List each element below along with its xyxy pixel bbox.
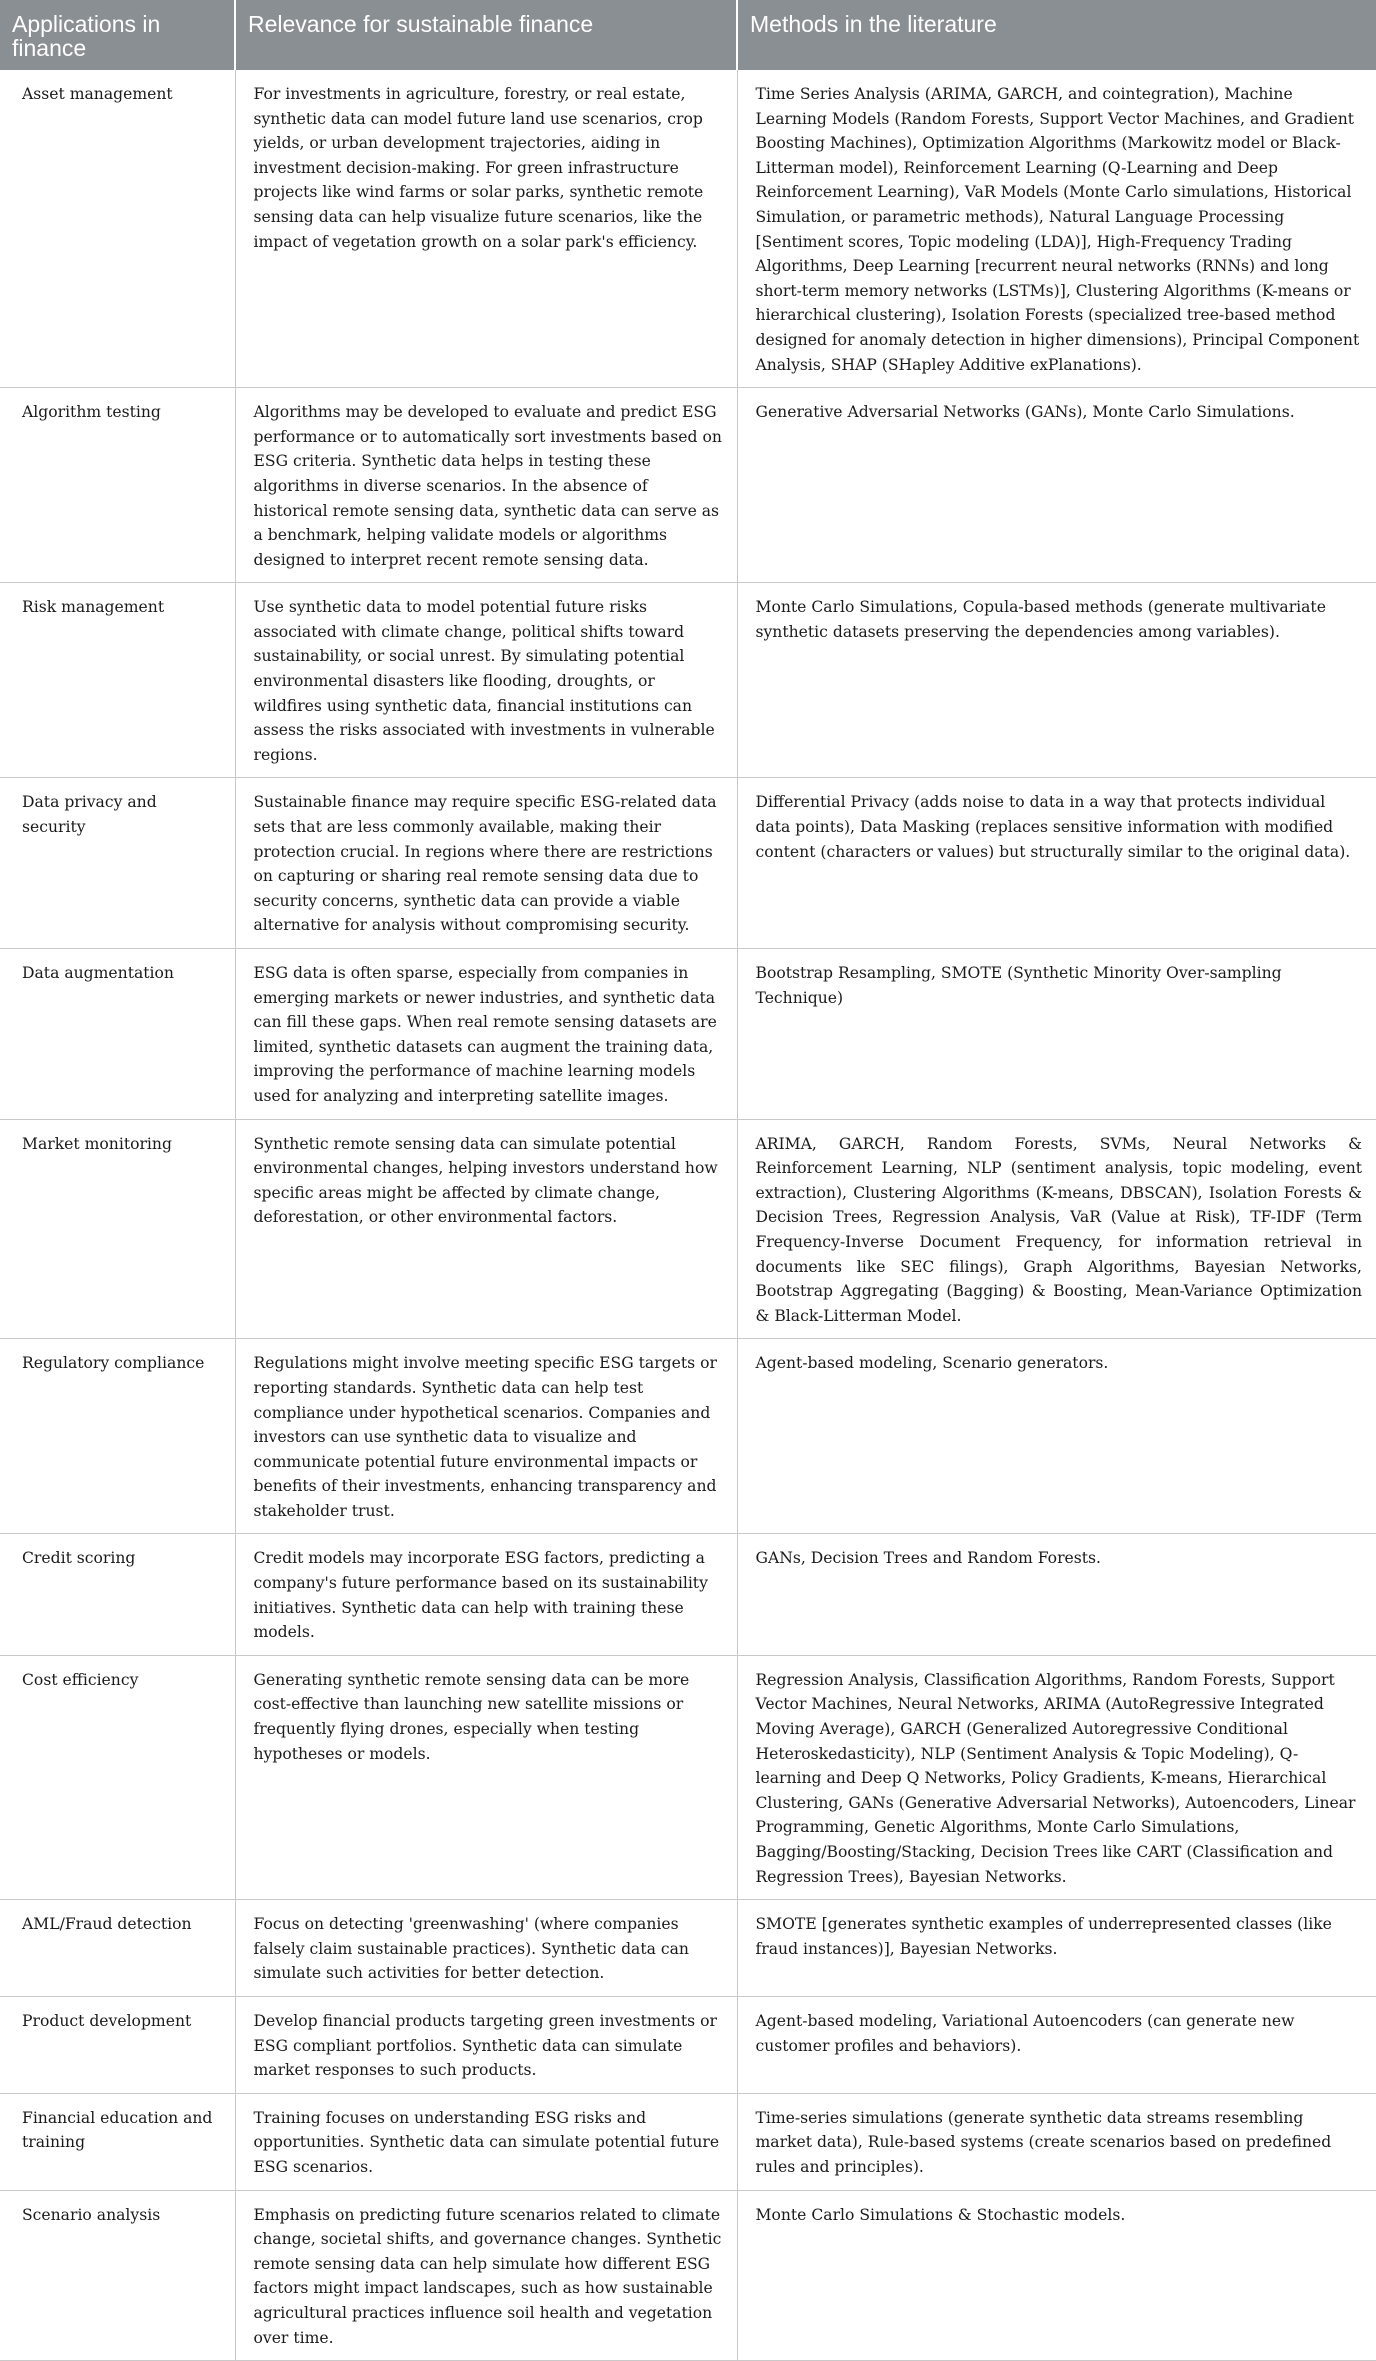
relevance-cell: Use synthetic data to model potential future risks associated with climate change, political shifts toward sustainability, or social unrest. By simulating potential environmental disasters like flooding, droughts, or wildfires using synthetic data, financial institutions can assess the risks associated with investments in vulnerable regions. bbox=[235, 583, 737, 778]
table-row bbox=[0, 778, 1376, 949]
application-cell: Credit scoring bbox=[0, 1534, 235, 1655]
relevance-cell: Emphasis on predicting future scenarios related to climate change, societal shifts, and governance changes. Synthetic remote sensing data can help simulate how different ESG factors might impact landscapes, such as how sustainable agricultural practices influence soil health and vegetation over time. bbox=[235, 2190, 737, 2361]
application-cell: Regulatory compliance bbox=[0, 1339, 235, 1534]
methods-cell: ARIMA, GARCH, Random Forests, SVMs, Neural Networks & Reinforcement Learning, NLP (sentiment analysis, topic modeling, event extraction), Clustering Algorithms (K-means, DBSCAN), Isolation Forests & Decision Trees, Regression Analysis, VaR (Value at Risk), TF-IDF (Term Frequency-Inverse Document Frequency, for information retrieval in documents like SEC filings), Graph Algorithms, Bayesian Networks, Bootstrap Aggregating (Bagging) & Boosting, Mean-Variance Optimization & Black-Litterman Model. bbox=[737, 1119, 1376, 1339]
relevance-cell: Develop financial products targeting green investments or ESG compliant portfolios. Synthetic data can simulate market responses to such products. bbox=[235, 1996, 737, 2093]
header-row bbox=[0, 0, 1376, 70]
methods-cell: Generative Adversarial Networks (GANs), Monte Carlo Simulations. bbox=[737, 388, 1376, 583]
methods-cell: SMOTE [generates synthetic examples of underrepresented classes (like fraud instances)], Bayesian Networks. bbox=[737, 1900, 1376, 1997]
methods-cell: GANs, Decision Trees and Random Forests. bbox=[737, 1534, 1376, 1655]
methods-cell: Differential Privacy (adds noise to data in a way that protects individual data points), Data Masking (replaces sensitive information with modified content (characters or values) but structurally similar to the original data). bbox=[737, 778, 1376, 949]
application-cell: Financial education and training bbox=[0, 2093, 235, 2190]
relevance-cell: Generating synthetic remote sensing data can be more cost-effective than launching new satellite missions or frequently flying drones, especially when testing hypotheses or models. bbox=[235, 1655, 737, 1899]
relevance-cell: Credit models may incorporate ESG factors, predicting a company's future performance based on its sustainability initiatives. Synthetic data can help with training these models. bbox=[235, 1534, 737, 1655]
table-row bbox=[0, 388, 1376, 583]
table-row bbox=[0, 1119, 1376, 1339]
relevance-cell: Algorithms may be developed to evaluate and predict ESG performance or to automatically sort investments based on ESG criteria. Synthetic data helps in testing these algorithms in diverse scenarios. In the absence of historical remote sensing data, synthetic data can serve as a benchmark, helping validate models or algorithms designed to interpret recent remote sensing data. bbox=[235, 388, 737, 583]
application-cell: Data privacy and security bbox=[0, 778, 235, 949]
table-row bbox=[0, 2190, 1376, 2361]
header-relevance: Relevance for sustainable finance bbox=[235, 0, 737, 70]
relevance-cell: Focus on detecting 'greenwashing' (where companies falsely claim sustainable practices). Synthetic data can simulate such activities for better detection. bbox=[235, 1900, 737, 1997]
table-row bbox=[0, 1534, 1376, 1655]
header-applications: Applications in finance bbox=[0, 0, 235, 70]
relevance-cell: Regulations might involve meeting specific ESG targets or reporting standards. Synthetic data can help test compliance under hypothetical scenarios. Companies and investors can use synthetic data to visualize and communicate potential future environmental impacts or benefits of their investments, enhancing transparency and stakeholder trust. bbox=[235, 1339, 737, 1534]
methods-cell: Regression Analysis, Classification Algorithms, Random Forests, Support Vector Machines, Neural Networks, ARIMA (AutoRegressive Integrated Moving Average), GARCH (Generalized Autoregressive Conditional Heteroskedasticity), NLP (Sentiment Analysis & Topic Modeling), Q-learning and Deep Q Networks, Policy Gradients, K-means, Hierarchical Clustering, GANs (Generative Adversarial Networks), Autoencoders, Linear Programming, Genetic Algorithms, Monte Carlo Simulations, Bagging/Boosting/Stacking, Decision Trees like CART (Classification and Regression Trees), Bayesian Networks. bbox=[737, 1655, 1376, 1899]
relevance-cell: Synthetic remote sensing data can simulate potential environmental changes, helping investors understand how specific areas might be affected by climate change, deforestation, or other environmental factors. bbox=[235, 1119, 737, 1339]
table-row bbox=[0, 2093, 1376, 2190]
relevance-cell: For investments in agriculture, forestry, or real estate, synthetic data can model future land use scenarios, crop yields, or urban development trajectories, aiding in investment decision-making. For green infrastructure projects like wind farms or solar parks, synthetic remote sensing data can help visualize future scenarios, like the impact of vegetation growth on a solar park's efficiency. bbox=[235, 70, 737, 388]
relevance-cell: ESG data is often sparse, especially from companies in emerging markets or newer industries, and synthetic data can fill these gaps. When real remote sensing datasets are limited, synthetic datasets can augment the training data, improving the performance of machine learning models used for analyzing and interpreting satellite images. bbox=[235, 949, 737, 1120]
table-row bbox=[0, 583, 1376, 778]
application-cell: Scenario analysis bbox=[0, 2190, 235, 2361]
application-cell: Risk management bbox=[0, 583, 235, 778]
application-cell: Market monitoring bbox=[0, 1119, 235, 1339]
application-cell: Data augmentation bbox=[0, 949, 235, 1120]
relevance-cell: Sustainable finance may require specific ESG-related data sets that are less commonly available, making their protection crucial. In regions where there are restrictions on capturing or sharing real remote sensing data due to security concerns, synthetic data can provide a viable alternative for analysis without compromising security. bbox=[235, 778, 737, 949]
methods-cell: Monte Carlo Simulations & Stochastic models. bbox=[737, 2190, 1376, 2361]
application-cell: AML/Fraud detection bbox=[0, 1900, 235, 1997]
methods-cell: Agent-based modeling, Scenario generators. bbox=[737, 1339, 1376, 1534]
table-row bbox=[0, 1996, 1376, 2093]
application-cell: Asset management bbox=[0, 70, 235, 388]
methods-cell: Agent-based modeling, Variational Autoencoders (can generate new customer profiles and behaviors). bbox=[737, 1996, 1376, 2093]
methods-cell: Time-series simulations (generate synthetic data streams resembling market data), Rule-based systems (create scenarios based on predefined rules and principles). bbox=[737, 2093, 1376, 2190]
table-body bbox=[0, 70, 1376, 2361]
methods-cell: Monte Carlo Simulations, Copula-based methods (generate multivariate synthetic datasets preserving the dependencies among variables). bbox=[737, 583, 1376, 778]
application-cell: Cost efficiency bbox=[0, 1655, 235, 1899]
header-methods: Methods in the literature bbox=[737, 0, 1376, 70]
table-row bbox=[0, 949, 1376, 1120]
table-row bbox=[0, 1655, 1376, 1899]
relevance-cell: Training focuses on understanding ESG risks and opportunities. Synthetic data can simulate potential future ESG scenarios. bbox=[235, 2093, 737, 2190]
table-header bbox=[0, 0, 1376, 70]
application-cell: Product development bbox=[0, 1996, 235, 2093]
table-row bbox=[0, 1339, 1376, 1534]
methods-cell: Time Series Analysis (ARIMA, GARCH, and cointegration), Machine Learning Models (Random Forests, Support Vector Machines, and Gradient Boosting Machines), Optimization Algorithms (Markowitz model or Black-Litterman model), Reinforcement Learning (Q-Learning and Deep Reinforcement Learning), VaR Models (Monte Carlo simulations, Historical Simulation, or parametric methods), Natural Language Processing [Sentiment scores, Topic modeling (LDA)], High-Frequency Trading Algorithms, Deep Learning [recurrent neural networks (RNNs) and long short-term memory networks (LSTMs)], Clustering Algorithms (K-means or hierarchical clustering), Isolation Forests (specialized tree-based method designed for anomaly detection in higher dimensions), Principal Component Analysis, SHAP (SHapley Additive exPlanations). bbox=[737, 70, 1376, 388]
table-row bbox=[0, 1900, 1376, 1997]
application-cell: Algorithm testing bbox=[0, 388, 235, 583]
table-row bbox=[0, 70, 1376, 388]
methods-cell: Bootstrap Resampling, SMOTE (Synthetic Minority Over-sampling Technique) bbox=[737, 949, 1376, 1120]
